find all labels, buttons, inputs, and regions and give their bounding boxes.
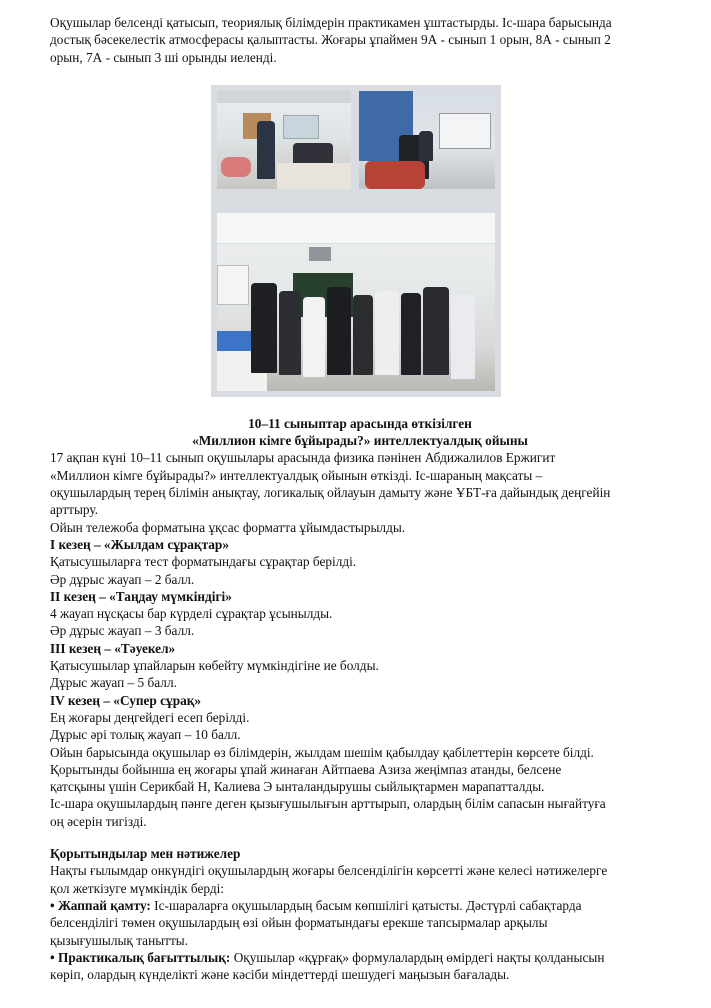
text-line: қол жеткізуге мүмкіндік берді: [50, 880, 225, 896]
text-line: 4 жауап нұсқасы бар күрделі сұрақтар ұсынылды. [50, 606, 333, 622]
spacer [50, 830, 670, 845]
intro-paragraph [50, 14, 670, 66]
text-line: көріп, олардың күнделікті және кәсіби міндеттерді шешудегі маңызын бағалады. [50, 967, 510, 983]
summary-paragraph [50, 744, 670, 830]
group-photo [217, 213, 495, 391]
heading-line-1: 10–11 сыныптар арасында өткізілген [248, 415, 472, 431]
text-line: Әр дұрыс жауап – 3 балл. [50, 623, 195, 639]
text-line: Ойын тележоба форматына ұқсас форматта ұйымдастырылды. [50, 519, 406, 535]
bullet-item [50, 897, 670, 914]
stage-2 [50, 588, 670, 640]
text-line: оқушылардың терең білімін анықтау, логикалық ойлауын дамыту және ҰБТ-ға дайындық деңгейін [50, 485, 611, 501]
text-line: белсенділігі төмен оқушылардың өзі ойын форматындағы ерекше тапсырмалар арқылы [50, 915, 548, 931]
classroom-photo-1 [217, 91, 351, 189]
bullet-item [50, 949, 670, 966]
section-heading [50, 415, 670, 450]
text-line: Нақты ғылымдар онкүндігі оқушылардың жоғары белсенділігін көрсетті және келесі нәтижелерге [50, 863, 608, 879]
text-line: қызығушылық танытты. [50, 932, 189, 948]
stage-3 [50, 640, 670, 692]
document-page [50, 14, 670, 983]
stage-1 [50, 536, 670, 588]
text-line: қатсқыны үшін Серикбай Н, Калиева Э ынталандырушы сыйлықтармен марапатталды. [50, 779, 545, 795]
stage-4 [50, 692, 670, 744]
text-line: Қатысушылар ұпайларын көбейту мүмкіндігіне ие болды. [50, 658, 379, 674]
stage-title: IV кезең – «Супер сұрақ» [50, 692, 202, 708]
text-line: Ең жоғары деңгейдегі есеп берілді. [50, 709, 250, 725]
text-line: Дұрыс әрі толық жауап – 10 балл. [50, 727, 241, 743]
text-line: Ойын барысында оқушылар өз білімдерін, жылдам шешім қабылдау қабілеттерін көрсете білді. [50, 744, 594, 760]
text-line: 17 ақпан күні 10–11 сынып оқушылары арасында физика пәнінен Абдижалилов Ержигит [50, 450, 556, 466]
heading-line-2: «Миллион кімге бұйырады?» интеллектуалдық ойыны [192, 433, 528, 449]
photo-collage [211, 85, 501, 397]
text-line: Оқушылар белсенді қатысып, теориялық білімдерін практикамен ұштастырды. Іс-шара барысында [50, 15, 612, 30]
text-line: Дұрыс жауап – 5 балл. [50, 675, 177, 691]
stage-title: III кезең – «Тәуекел» [50, 640, 176, 656]
text-line: достық бәсекелестік атмосферасы қалыптасты. Жоғары ұпаймен 9А - сынып 1 орын, 8А - сынып 2 [50, 32, 611, 48]
text-line: арттыру. [50, 502, 99, 518]
text-line: «Миллион кімге бұйырады?» интеллектуалдық ойынын өткізді. Іс-шараның мақсаты – [50, 467, 543, 483]
text-line: Қатысушыларға тест форматындағы сұрақтар берілді. [50, 554, 357, 570]
results-section [50, 845, 670, 983]
body-paragraph [50, 449, 670, 535]
stage-title: II кезең – «Таңдау мүмкіндігі» [50, 588, 232, 604]
stage-title: I кезең – «Жылдам сұрақтар» [50, 536, 229, 552]
text-line: Қорытынды бойынша ең жоғары ұпай жинаған Айтпаева Азиза жеңімпаз атанды, белсене [50, 761, 562, 777]
text-line: Іс-шара оқушылардың пәнге деген қызығушылығын арттырып, олардың білім сапасын нығайтуға [50, 796, 606, 812]
text-line: Әр дұрыс жауап – 2 балл. [50, 571, 195, 587]
results-title: Қорытындылар мен нәтижелер [50, 846, 241, 862]
bullet-label: • Жаппай қамту: [50, 897, 151, 913]
text-line: орын, 7А - сынып 3 ші орынды иеленді. [50, 49, 277, 65]
text-line: оң әсерін тигізді. [50, 813, 147, 829]
bullet-text: Оқушылар «құрғақ» формулалардың өмірдегі нақты қолданысын [230, 949, 605, 965]
bullet-label: • Практикалық бағыттылық: [50, 949, 231, 965]
classroom-photo-2 [359, 91, 495, 189]
bullet-text: Іс-шараларға оқушылардың басым көпшілігі қатысты. Дәстүрлі сабақтарда [150, 897, 582, 913]
